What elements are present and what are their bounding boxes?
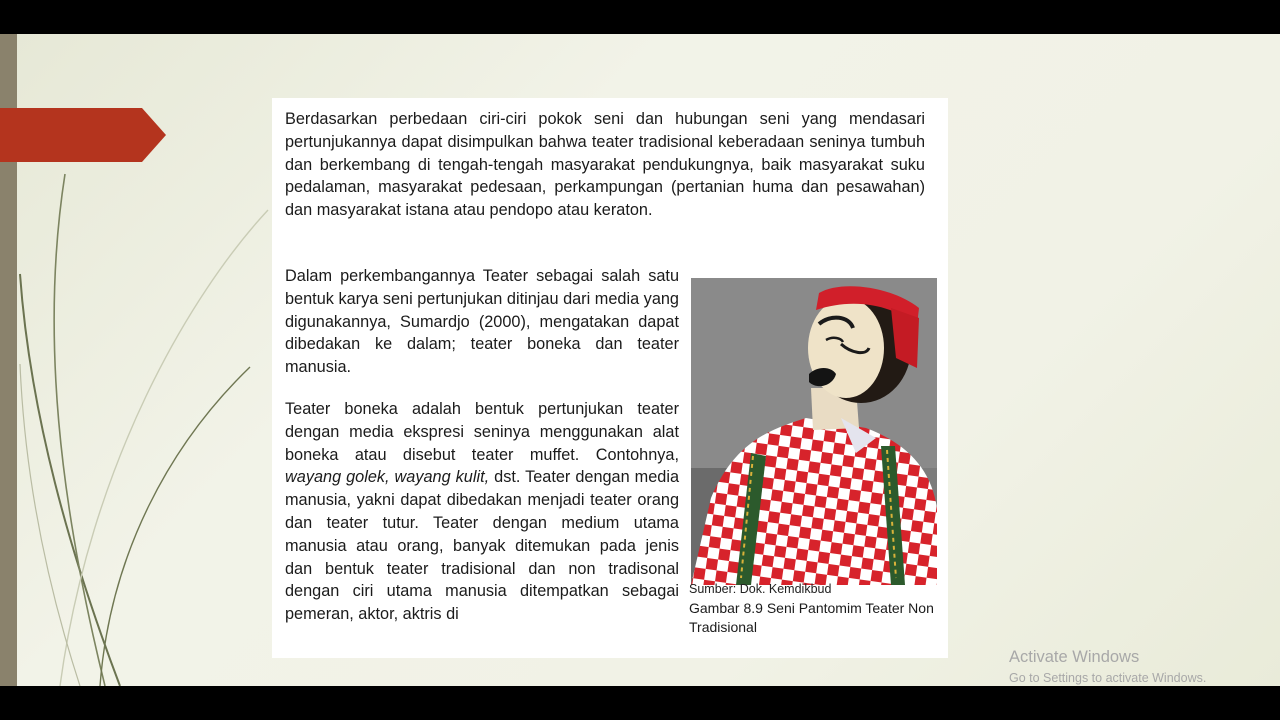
- paragraph-puppet-part1: Teater boneka adalah bentuk pertunjukan teater dengan media ekspresi seninya menggunakan alat boneka atau disebut teater muffet. Contohnya,: [285, 400, 679, 464]
- content-card: [272, 98, 948, 658]
- watermark-title: Activate Windows: [1009, 648, 1140, 666]
- activate-windows-watermark: [1009, 648, 1206, 685]
- accent-arrow-shape: [0, 108, 166, 162]
- paragraph-puppet-part2: dst. Teater dengan media manusia, yakni dapat dibedakan menjadi teater orang dan teater tutur. Teater dengan medium utama manusia atau orang, banyak ditemukan pada jenis dan bentuk teater tradisional dan non tradisonal dengan ciri utama manusia ditempatkan sebagai pemeran, aktor, aktris di: [285, 468, 680, 624]
- mime-performer-photo: [691, 278, 937, 585]
- letterbox-top: [0, 0, 1280, 34]
- paragraph-development: Dalam perkembangannya Teater sebagai salah satu bentuk karya seni pertunjukan ditinjau dari media yang digunakannya, Sumardjo (2000), mengatakan dapat dibedakan ke dalam; teater boneka dan teater manusia.: [285, 267, 679, 377]
- figure-caption: Gambar 8.9 Seni Pantomim Teater Non Tradisional: [689, 600, 934, 635]
- presentation-slide: [0, 34, 1280, 686]
- letterbox-bottom: [0, 686, 1280, 720]
- paragraph-puppet-italic: wayang golek, wayang kulit,: [285, 468, 490, 487]
- watermark-subtitle: Go to Settings to activate Windows.: [1009, 671, 1207, 685]
- paragraph-intro: Berdasarkan perbedaan ciri-ciri pokok seni dan hubungan seni yang mendasari pertunjukannya dapat disimpulkan bahwa teater tradisional keberadaan seninya tumbuh dan berkembang di tengah-tengah masyarakat pendukungnya, baik masyarakat suku pedalaman, masyarakat pedesaan, perkampungan (pertanian huma dan pesawahan) dan masyarakat istana atau pendopo atau keraton.: [285, 110, 925, 220]
- figure-source: Sumber: Dok. Kemdikbud: [689, 582, 832, 596]
- paragraph-puppet-theater: [285, 398, 679, 626]
